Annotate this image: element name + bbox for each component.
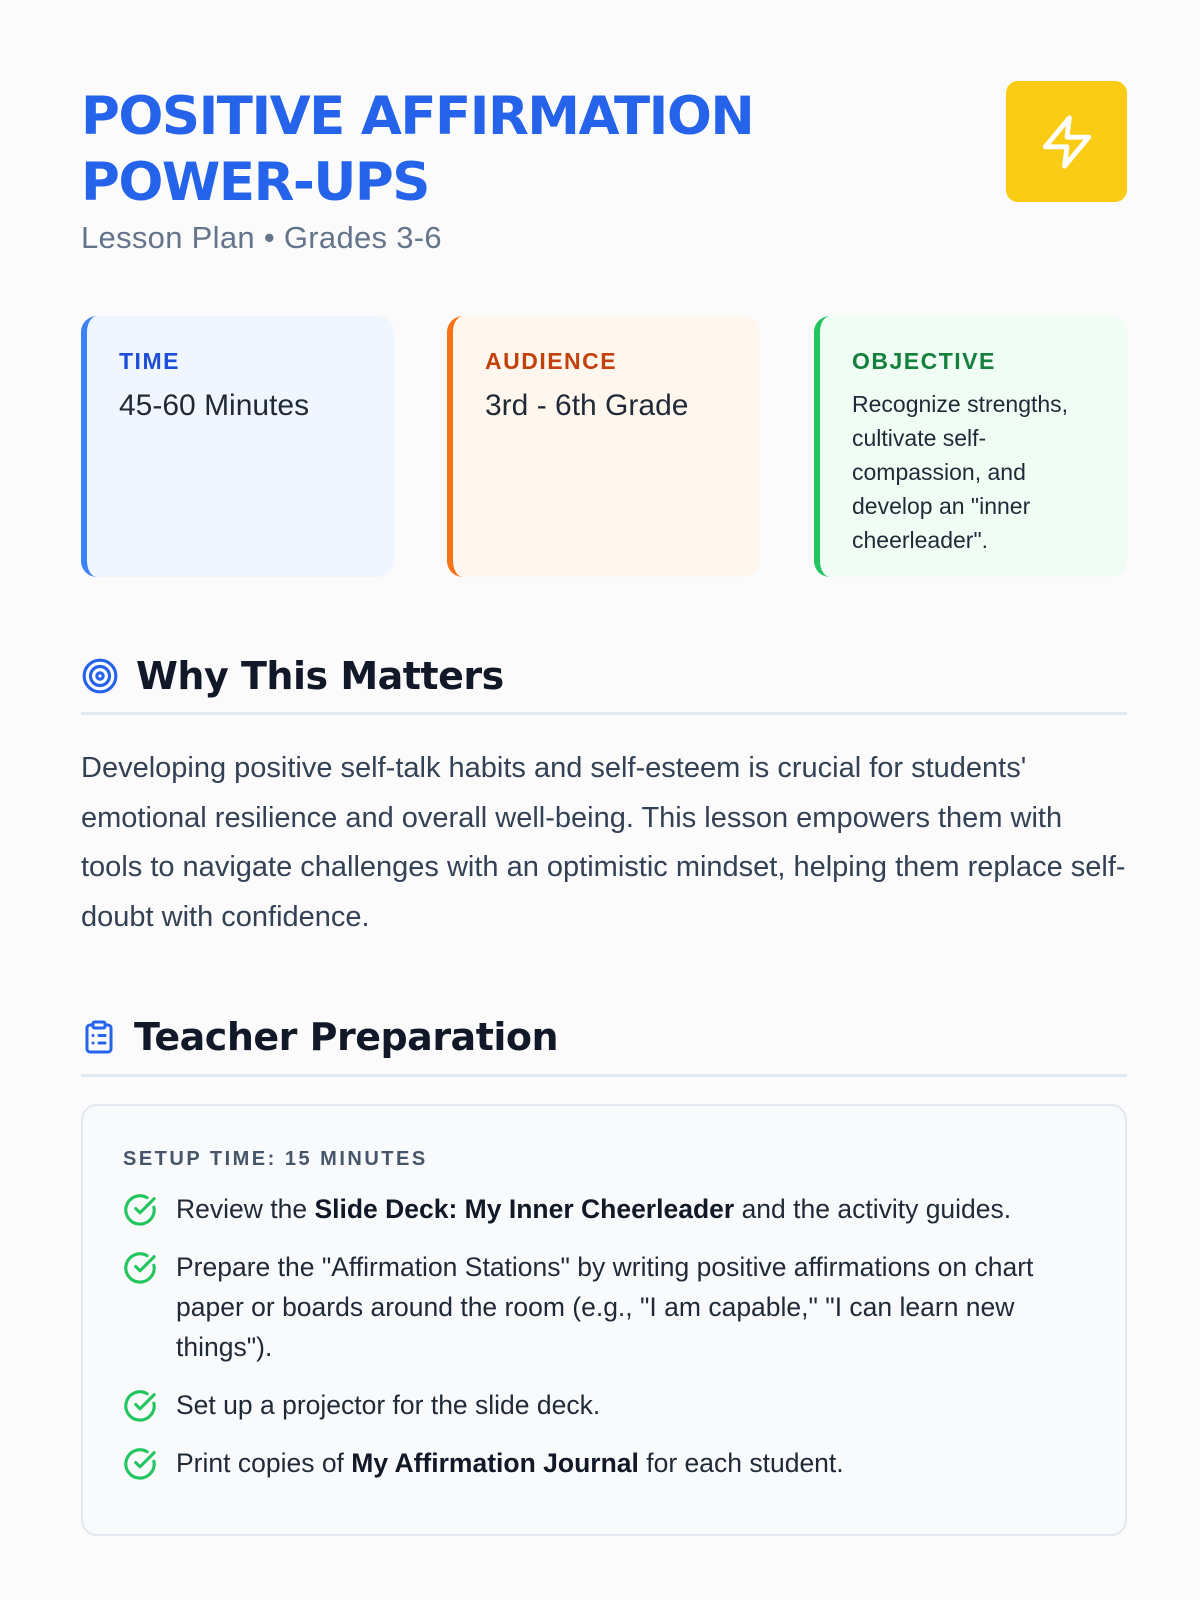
- prep-section-title: Teacher Preparation: [134, 1015, 559, 1059]
- checklist-item-text: Set up a projector for the slide deck.: [176, 1390, 601, 1420]
- page-subtitle: Lesson Plan • Grades 3-6: [81, 220, 442, 255]
- setup-time-label: SETUP TIME: 15 MINUTES: [123, 1148, 428, 1170]
- audience-card-value: 3rd - 6th Grade: [485, 389, 689, 422]
- target-icon: [81, 657, 119, 695]
- audience-card: [447, 316, 760, 577]
- check-circle-icon: [123, 1389, 157, 1423]
- prep-checklist: [123, 1189, 1085, 1483]
- check-circle-icon: [123, 1193, 157, 1227]
- check-circle-icon: [123, 1447, 157, 1481]
- checklist-item: [123, 1247, 1085, 1367]
- time-card-label: TIME: [119, 348, 180, 374]
- check-circle-icon: [123, 1251, 157, 1285]
- checklist-item: [123, 1385, 1085, 1425]
- prep-section-heading: [81, 1000, 1127, 1077]
- lightning-badge: [1006, 81, 1127, 202]
- clipboard-icon: [81, 1018, 117, 1056]
- why-section-body: Developing positive self-talk habits and self-esteem is crucial for students' emotional resilience and overall well-being. This lesson empowers them with tools to navigate challenges with an optimistic mindset, helping them replace self-doubt with confidence.: [81, 752, 1126, 933]
- objective-card: [814, 316, 1127, 577]
- checklist-item: [123, 1189, 1085, 1229]
- time-card: [81, 316, 394, 577]
- why-section-heading: [81, 640, 1127, 715]
- time-card-value: 45-60 Minutes: [119, 389, 310, 422]
- audience-card-label: AUDIENCE: [485, 348, 618, 374]
- checklist-item-text: Review the Slide Deck: My Inner Cheerleader and the activity guides.: [176, 1194, 1012, 1224]
- page-title: POSITIVE AFFIRMATION POWER-UPS: [81, 86, 754, 213]
- objective-card-text: Recognize strengths, cultivate self-compassion, and develop an "inner cheerleader".: [852, 391, 1069, 553]
- prep-checklist-box: [81, 1104, 1127, 1536]
- lesson-plan-page: [81, 0, 1127, 1478]
- why-section-title: Why This Matters: [136, 654, 504, 698]
- checklist-item: [123, 1443, 1085, 1483]
- info-cards: [81, 316, 1127, 577]
- checklist-item-text: Print copies of My Affirmation Journal for each student.: [176, 1448, 844, 1478]
- lightning-bolt-icon: [1038, 113, 1096, 171]
- checklist-item-text: Prepare the "Affirmation Stations" by writing positive affirmations on chart paper or boards around the room (e.g., "I am capable," "I can learn new things").: [176, 1252, 1034, 1362]
- page-header: [81, 0, 1127, 280]
- objective-card-label: OBJECTIVE: [852, 348, 996, 374]
